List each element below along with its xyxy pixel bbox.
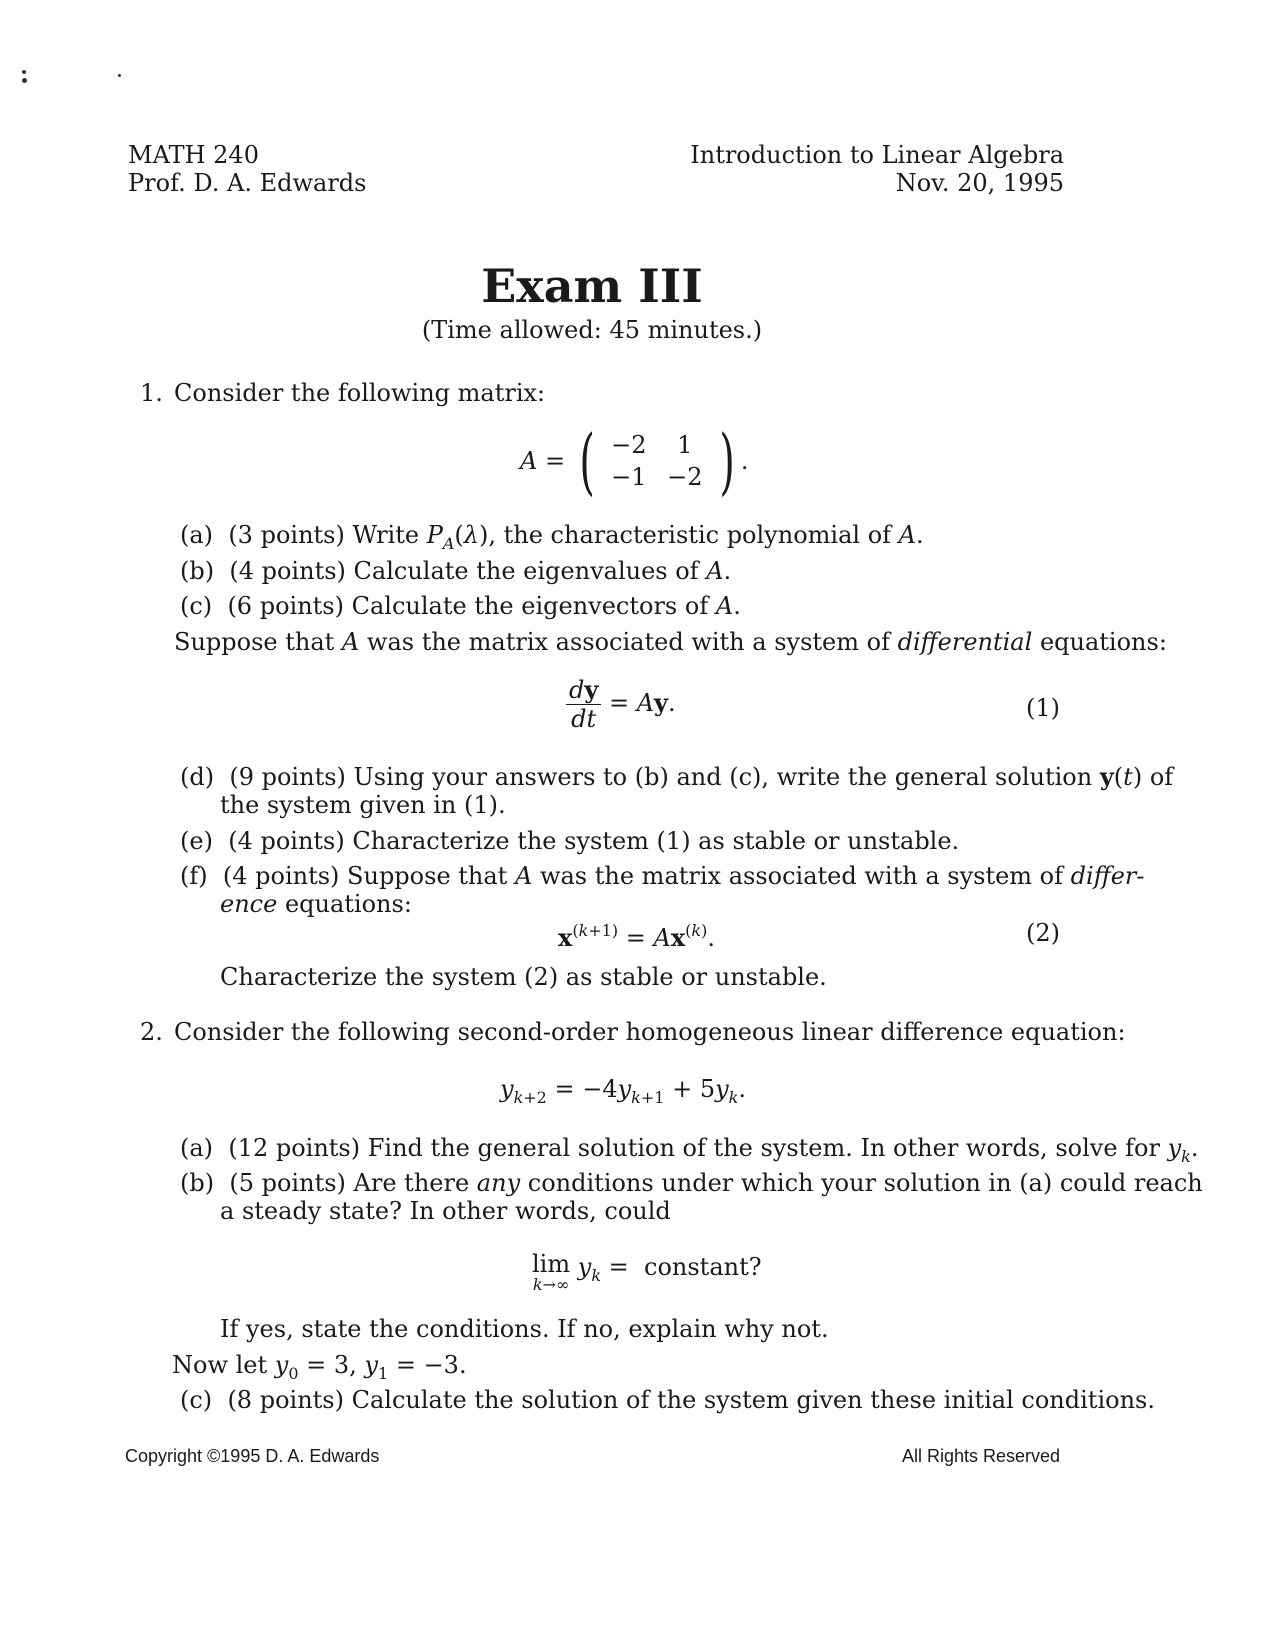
- equation-1-number: (1): [1026, 694, 1060, 722]
- time-allowed: (Time allowed: 45 minutes.): [421, 316, 763, 344]
- q2-part-c: (c) (8 points) Calculate the solution of the system given these initial conditions.: [180, 1386, 1155, 1414]
- q1-part-f: (f) (4 points) Suppose that A was the matrix associated with a system of differ-: [180, 862, 1145, 890]
- q1-part-e: (e) (4 points) Characterize the system (1) as stable or unstable.: [180, 827, 960, 855]
- scan-speck: [22, 78, 27, 83]
- matrix-cell: 1: [677, 431, 693, 459]
- right-paren: ): [719, 419, 735, 503]
- question-1-intro: Consider the following matrix:: [174, 379, 546, 407]
- equation-1: $\frac{dy}{dt}$ = Ay.: [566, 676, 676, 733]
- page-title: Exam III: [481, 259, 703, 313]
- scan-speck: [118, 74, 121, 77]
- q2-part-a: (a) (12 points) Find the general solution of the system. In other words, solve for $y_k$.: [180, 1134, 1199, 1166]
- matrix-cell: −2: [611, 431, 647, 459]
- q1-part-d: (d) (9 points) Using your answers to (b) and (c), write the general solution y(t) of: [180, 762, 1174, 791]
- now-let-text: Now let $y_0 = 3$, $y_1 = -3$.: [172, 1351, 467, 1383]
- suppose-differential: Suppose that A was the matrix associated with a system of differential equations:: [174, 628, 1167, 656]
- q1-part-d-line2: the system given in (1).: [220, 791, 506, 819]
- q1-part-f-line2: ence equations:: [220, 890, 412, 918]
- copyright: Copyright ©1995 D. A. Edwards: [125, 1446, 380, 1466]
- professor-name: Prof. D. A. Edwards: [128, 169, 367, 197]
- q2-part-b-line2: a steady state? In other words, could: [220, 1197, 671, 1225]
- q1-part-a: (a) (3 points) Write $P_A(\lambda)$, the characteristic polynomial of A.: [180, 521, 924, 553]
- question-2-intro: Consider the following second-order homogeneous linear difference equation:: [174, 1018, 1126, 1046]
- q1-part-b: (b) (4 points) Calculate the eigenvalues of A.: [180, 557, 732, 585]
- characterize-system-2: Characterize the system (2) as stable or unstable.: [220, 963, 827, 991]
- equation-2-number: (2): [1026, 919, 1060, 947]
- difference-equation: $y_{k+2} = -4y_{k+1} + 5y_k$.: [500, 1075, 747, 1107]
- matrix-cell: −1: [611, 463, 647, 491]
- q1-part-c: (c) (6 points) Calculate the eigenvectors of A.: [180, 592, 741, 620]
- left-paren: (: [579, 419, 595, 503]
- matrix-cell: −2: [667, 463, 703, 491]
- if-yes-text: If yes, state the conditions. If no, explain why not.: [220, 1315, 829, 1343]
- question-1-number: 1.: [140, 379, 163, 407]
- question-2-number: 2.: [140, 1018, 163, 1046]
- exam-date: Nov. 20, 1995: [895, 169, 1064, 197]
- matrix-A: A = ( −2 1 −1 −2 ) .: [520, 419, 749, 503]
- scan-speck: [22, 70, 26, 74]
- equation-2: $x^{(k+1)} = Ax^{(k)}$.: [558, 921, 715, 952]
- course-title: Introduction to Linear Algebra: [690, 141, 1064, 169]
- limit-expression: lim k→∞ $y_k$ = constant?: [532, 1250, 762, 1294]
- course-code: MATH 240: [128, 141, 259, 169]
- q2-part-b: (b) (5 points) Are there any conditions under which your solution in (a) could reach: [180, 1169, 1203, 1197]
- rights-reserved: All Rights Reserved: [901, 1446, 1060, 1466]
- matrix-entries: [601, 430, 713, 492]
- matrix-name: A: [520, 447, 538, 475]
